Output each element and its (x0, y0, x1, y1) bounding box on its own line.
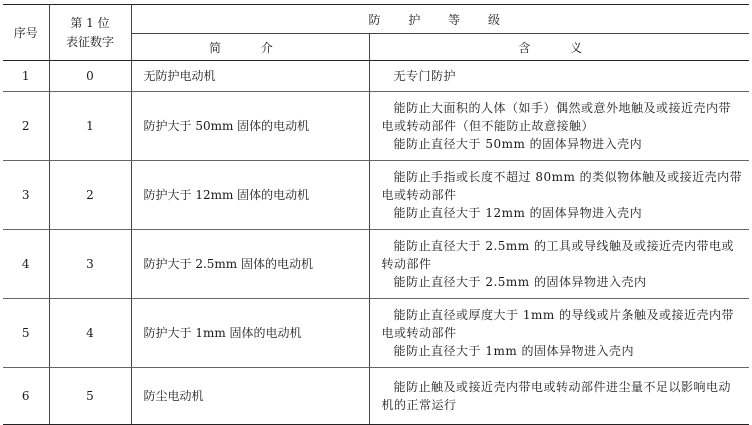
header-index: 序号 (3, 5, 49, 61)
row-intro: 无防护电动机 (131, 61, 369, 92)
meaning-line: 能防止大面积的人体（如手）偶然或意外地触及或接近壳内带电或转动部件（但不能防止故意接触） (381, 101, 732, 133)
meaning-line: 能防止触及或接近壳内带电或转动部件进尘量不足以影响电动机的正常运行 (381, 380, 732, 412)
row-intro: 防护大于 12mm 固体的电动机 (131, 161, 369, 230)
row-digit: 0 (49, 61, 131, 92)
meaning-line: 能防止直径大于 2.5mm 的工具或导线触及或接近壳内带电或转动部件 (381, 239, 734, 271)
table-row (3, 299, 749, 368)
row-digit: 1 (49, 92, 131, 161)
table-row (3, 161, 749, 230)
row-meaning (369, 92, 749, 161)
row-intro: 防护大于 50mm 固体的电动机 (131, 92, 369, 161)
header-protection-level: 防 护 等 级 (131, 5, 749, 34)
row-meaning (369, 61, 749, 92)
meaning-line: 能防止直径大于 1mm 的固体异物进入壳内 (393, 344, 635, 358)
row-digit: 3 (49, 230, 131, 299)
row-digit: 4 (49, 299, 131, 368)
row-meaning (369, 161, 749, 230)
row-meaning (369, 368, 749, 425)
row-intro: 防尘电动机 (131, 368, 369, 425)
table-row (3, 230, 749, 299)
row-intro: 防护大于 2.5mm 固体的电动机 (131, 230, 369, 299)
header-first-digit-line2: 表征数字 (65, 34, 114, 49)
table-row (3, 368, 749, 425)
row-index: 6 (3, 368, 49, 425)
row-meaning (369, 299, 749, 368)
table-row (3, 61, 749, 92)
row-intro: 防护大于 1mm 固体的电动机 (131, 299, 369, 368)
row-index: 2 (3, 92, 49, 161)
row-index: 1 (3, 61, 49, 92)
row-digit: 2 (49, 161, 131, 230)
row-meaning (369, 230, 749, 299)
header-first-digit (49, 5, 131, 61)
meaning-line: 能防止手指或长度不超过 80mm 的类似物体触及或接近壳内带电或转动部件 (381, 170, 743, 202)
row-index: 4 (3, 230, 49, 299)
meaning-line: 能防止直径大于 50mm 的固体异物进入壳内 (393, 137, 643, 151)
header-intro: 简 介 (131, 34, 369, 61)
meaning-line: 能防止直径大于 12mm 的固体异物进入壳内 (393, 206, 643, 220)
row-index: 3 (3, 161, 49, 230)
meaning-line: 能防止直径大于 2.5mm 的固体异物进入壳内 (393, 275, 647, 289)
header-first-digit-line1: 第 1 位 (70, 15, 110, 30)
row-index: 5 (3, 299, 49, 368)
row-digit: 5 (49, 368, 131, 425)
meaning-line: 无专门防护 (393, 69, 457, 83)
protection-grade-table (3, 4, 749, 425)
header-meaning: 含 义 (369, 34, 749, 61)
meaning-line: 能防止直径或厚度大于 1mm 的导线或片条触及或接近壳内带电或转动部件 (381, 308, 735, 340)
table-row (3, 92, 749, 161)
